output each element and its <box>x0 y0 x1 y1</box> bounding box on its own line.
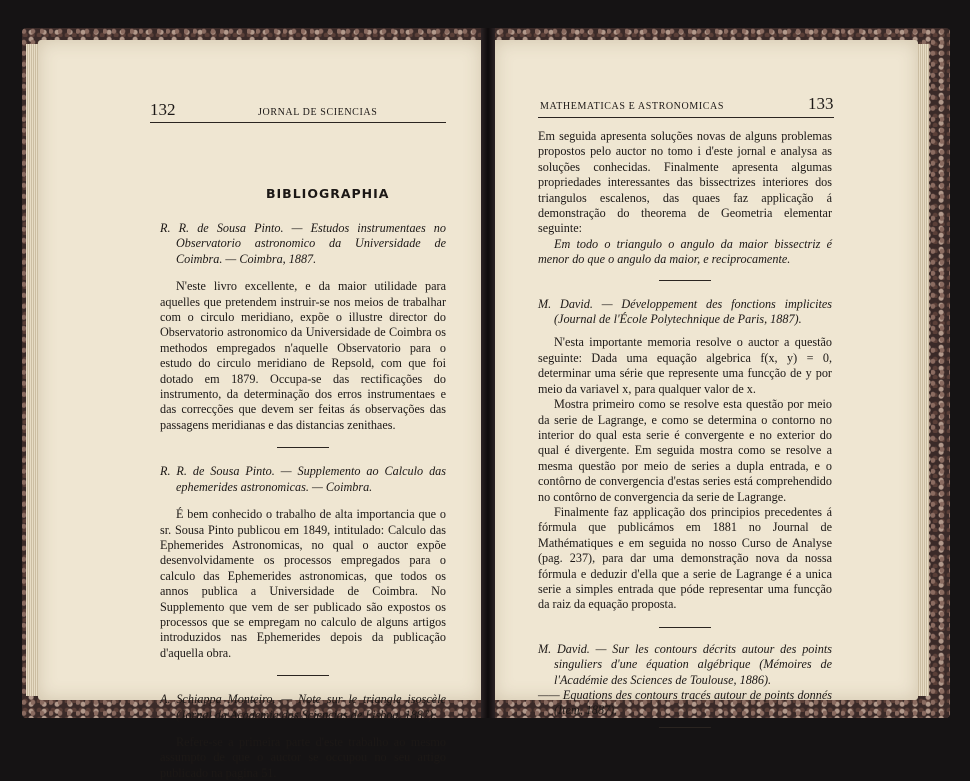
separator-rule <box>277 447 329 448</box>
entry-paragraph: N'este livro excellente, e da maior utilidade para aquelles que pretendem instruir-se nos meios de trabalhar com o circulo meridiano, expõe o illustre director do Observatorio astronomico da Universidade de Coimbra os methodos empregados n'aquelle Observatorio para o estudo do circulo meridiano de Repsold, com que foi dotado em 1879. Occupa-se das rectificações do instrumento, da determinação dos erros instrumentaes e das correcções que devem ser feitas ás observações das passagens meridianas e das distancias zenithaes. <box>160 279 446 432</box>
continuation-paragraph: Em seguida apresenta soluções novas de alguns problemas propostos pelo auctor no tomo i d'este jornal e analysa as soluções conhecidas. Finalmente apresenta algumas propriedades interessantes das bissectrizes interiores dos triangulos escalenos, das quaes faz applicação á demonstração do theorema de Geometria elementar seguinte: <box>538 129 832 236</box>
entry-paragraph: Refere-se a primeira parte d'este trabalho ao mesmo assumpto de que o auctor se occupou no seu artigo publicado na pagina 51. <box>160 734 446 780</box>
entry-paragraph: N'esta importante memoria resolve o auctor a questão seguinte: Dada uma equação algebrica f(x, y) = 0, determinar uma série que represente uma funcção de y por meio da variavel x, para qualquer valor de x. <box>538 335 832 396</box>
entry-paragraph: Mostra primeiro como se resolve esta questão por meio da serie de Lagrange, e como se determina o contorno no interior do qual esta serie é convergente e no exterior do qual é divergente. Em seguida mostra como se resolve a mesma questão por meio de series a dupla entrada, e o contôrno de convergencia d'estas series está comprehendido no contôrno de convergencia da serie de Lagrange. <box>538 397 832 504</box>
left-page-number: 132 <box>150 100 176 119</box>
right-page-number: 133 <box>808 94 834 113</box>
entry-paragraph: É bem conhecido o trabalho de alta importancia que o sr. Sousa Pinto publicou em 1849, intitulado: Calculo das Ephemerides Astronomicas, no qual o auctor expõe desenvolvidamente os processos empregados para o calculo das Ephemerides astronomicas, que todos os annos publica a Universidade de Coimbra. No Supplemento que vem de ser publicado são expostos os processos que se empregam no calculo de alguns artigos introduzidos nas Ephemerides depois da publicação d'aquella obra. <box>160 507 446 660</box>
entry-citation: A. Schiappa Monteiro. — Note sur le triangle isoscèle (Jornal da Academia das Sciencias de Lisboa, 1887). <box>160 692 446 722</box>
entry-citation: M. David. — Développement des fonctions implicites (Journal de l'École Polytechnique de Paris, 1887). <box>538 296 832 327</box>
entry-citation: R. R. de Sousa Pinto. — Estudos instrumentaes no Observatorio astronomico da Universidade de Coimbra. — Coimbra, 1887. <box>160 221 446 266</box>
separator-rule <box>659 627 711 628</box>
theorem-statement: Em todo o triangulo o angulo da maior bissectriz é menor do que o angulo da maior, e reciprocamente. <box>538 236 832 267</box>
right-header-rule <box>538 117 834 118</box>
right-running-head: MATHEMATICAS E ASTRONOMICAS <box>540 101 724 112</box>
book-spine <box>481 28 495 718</box>
entry-paragraph: Finalmente faz applicação dos principios precedentes á fórmula que publicámos em 1881 no Journal de Mathématiques e em seguida no nosso Curso de Analyse (pag. 237), para dar uma demonstração nova da nossa fórmula e deduzir d'ella que a serie de Lagrange é a unica serie a simples entrada que póde representar uma funcção da raiz da equação proposta. <box>538 504 832 612</box>
separator-rule <box>659 280 711 281</box>
section-title: BIBLIOGRAPHIA <box>266 186 390 201</box>
left-header-rule <box>150 122 446 123</box>
separator-rule <box>659 727 711 728</box>
right-text-block <box>538 129 832 728</box>
separator-rule <box>277 675 329 676</box>
entry-citation: M. David. — Sur les contours décrits autour des points singuliers d'une équation algébrique (Mémoires de l'Académie des Sciences de Toulouse, 1886). <box>538 641 832 687</box>
left-text-block <box>160 221 446 781</box>
left-running-head: JORNAL DE SCIENCIAS <box>258 107 378 118</box>
entry-citation: R. R. de Sousa Pinto. — Supplemento ao Calculo das ephemerides astronomicas. — Coimbra. <box>160 464 446 494</box>
entry-citation: —— Equations des contours tracés autour de points donnés (Item, 1887). <box>538 688 832 718</box>
